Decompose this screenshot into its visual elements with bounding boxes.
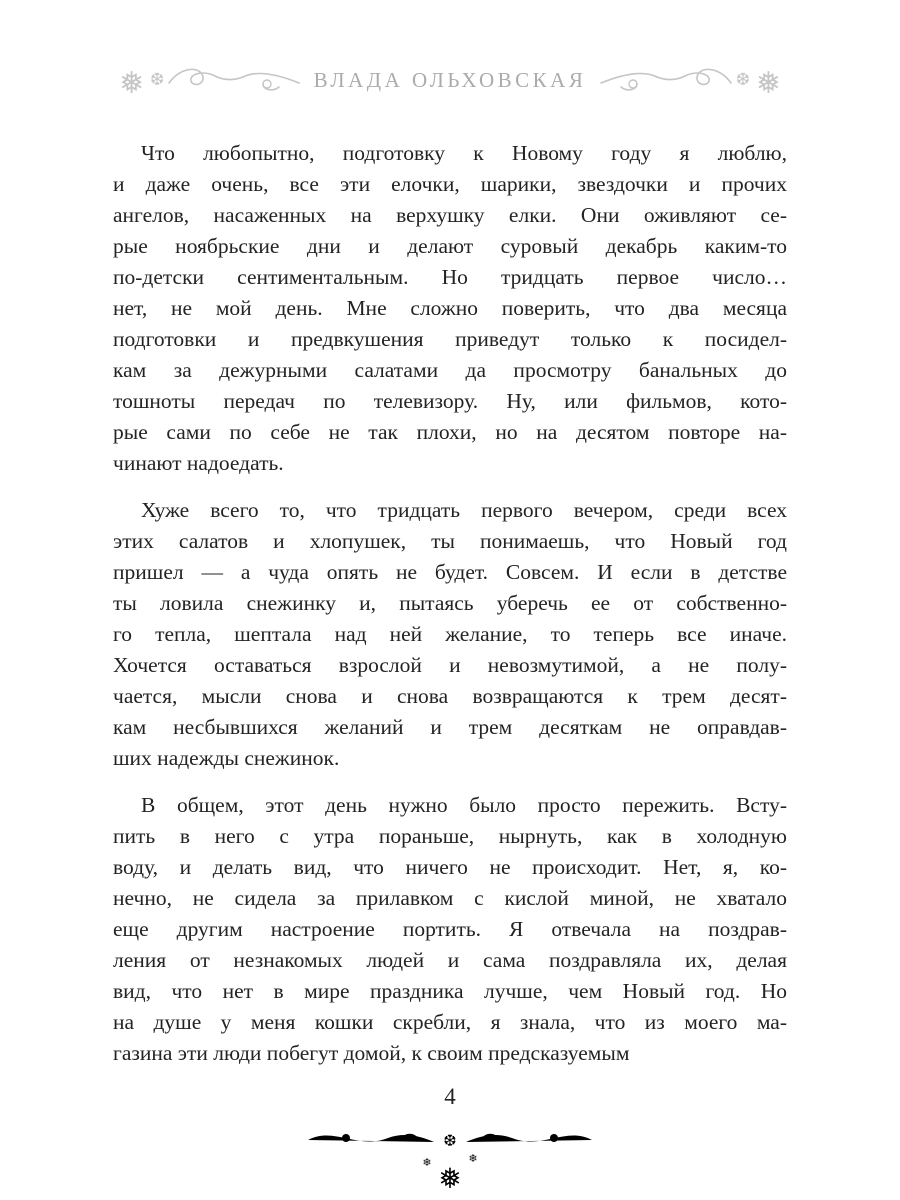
text-line: чинают надоедать. xyxy=(113,451,284,475)
text-line: кам несбывшихся желаний и трем десяткам не оправдав- xyxy=(113,715,787,739)
text-line: рые ноябрьские дни и делают суровый декабрь каким-то xyxy=(113,234,787,258)
text-line: тошноты передач по телевизору. Ну, или фильмов, кото- xyxy=(113,389,787,413)
text-line: нет, не мой день. Мне сложно поверить, что два месяца xyxy=(113,296,787,320)
paragraph xyxy=(113,790,787,1069)
page-header xyxy=(0,56,900,104)
body-text xyxy=(113,138,787,1085)
text-line: В общем, этот день нужно было просто пережить. Всту- xyxy=(141,793,787,817)
text-line: воду, и делать вид, что ничего не происходит. Нет, я, ко- xyxy=(113,855,787,879)
text-line: кам за дежурными салатами да просмотру банальных до xyxy=(113,358,787,382)
paragraph xyxy=(113,138,787,479)
snowflake-icon: ❅ xyxy=(438,1164,462,1194)
snowflake-icon: ❄ xyxy=(422,1157,432,1169)
text-line: чается, мысли снова и снова возвращаются к трем десят- xyxy=(113,684,787,708)
text-line: го тепла, шептала над ней желание, то теперь все иначе. xyxy=(113,622,787,646)
snowflake-icon: ❆ xyxy=(443,1133,457,1150)
snowflake-icon: ❆ xyxy=(149,70,164,90)
text-line: этих салатов и хлопушек, ты понимаешь, что Новый год xyxy=(113,529,787,553)
text-line: рые сами по себе не так плохи, но на десятом повторе на- xyxy=(113,420,787,444)
text-line: газина эти люди побегут домой, к своим предсказуемым xyxy=(113,1041,630,1065)
text-line: пить в него с утра пораньше, нырнуть, как в холодную xyxy=(113,824,787,848)
text-line: ангелов, насаженных на верхушку елки. Они оживляют се- xyxy=(113,203,787,227)
text-line: подготовки и предвкушения приведут только к посидел- xyxy=(113,327,787,351)
snowflake-icon: ❅ xyxy=(118,66,144,101)
snowflake-divider-icon xyxy=(300,1116,600,1194)
text-line: еще другим настроение портить. Я отвечала на поздрав- xyxy=(113,917,787,941)
snowflake-icon: ❆ xyxy=(736,70,751,90)
snowflake-flourish-right-icon xyxy=(598,56,783,104)
text-line: ления от незнакомых людей и сама поздравляла их, делая xyxy=(113,948,787,972)
text-line: на душе у меня кошки скребли, я знала, что из моего ма- xyxy=(113,1010,787,1034)
text-line: Хуже всего то, что тридцать первого вечером, среди всех xyxy=(141,498,787,522)
text-line: пришел — а чуда опять не будет. Совсем. И если в детстве xyxy=(113,560,787,584)
paragraph xyxy=(113,495,787,774)
text-line: ших надежды снежинок. xyxy=(113,746,340,770)
page-number: 4 xyxy=(444,1084,456,1109)
text-line: вид, что нет в мире праздника лучше, чем Новый год. Но xyxy=(113,979,787,1003)
snowflake-flourish-left-icon xyxy=(117,56,302,104)
snowflake-icon: ❄ xyxy=(468,1153,478,1165)
snowflake-icon: ❅ xyxy=(756,66,782,101)
text-line: Что любопытно, подготовку к Новому году я люблю, xyxy=(141,141,787,165)
text-line: Хочется оставаться взрослой и невозмутимой, а не полу- xyxy=(113,653,787,677)
author-running-head: ВЛАДА ОЛЬХОВСКАЯ xyxy=(313,67,587,92)
text-line: нечно, не сидела за прилавком с кислой миной, не хватало xyxy=(113,886,787,910)
text-line: и даже очень, все эти елочки, шарики, звездочки и прочих xyxy=(113,172,787,196)
text-line: ты ловила снежинку и, пытаясь уберечь ее от собственно- xyxy=(113,591,787,615)
text-line: по-детски сентиментальным. Но тридцать первое число… xyxy=(113,265,787,289)
